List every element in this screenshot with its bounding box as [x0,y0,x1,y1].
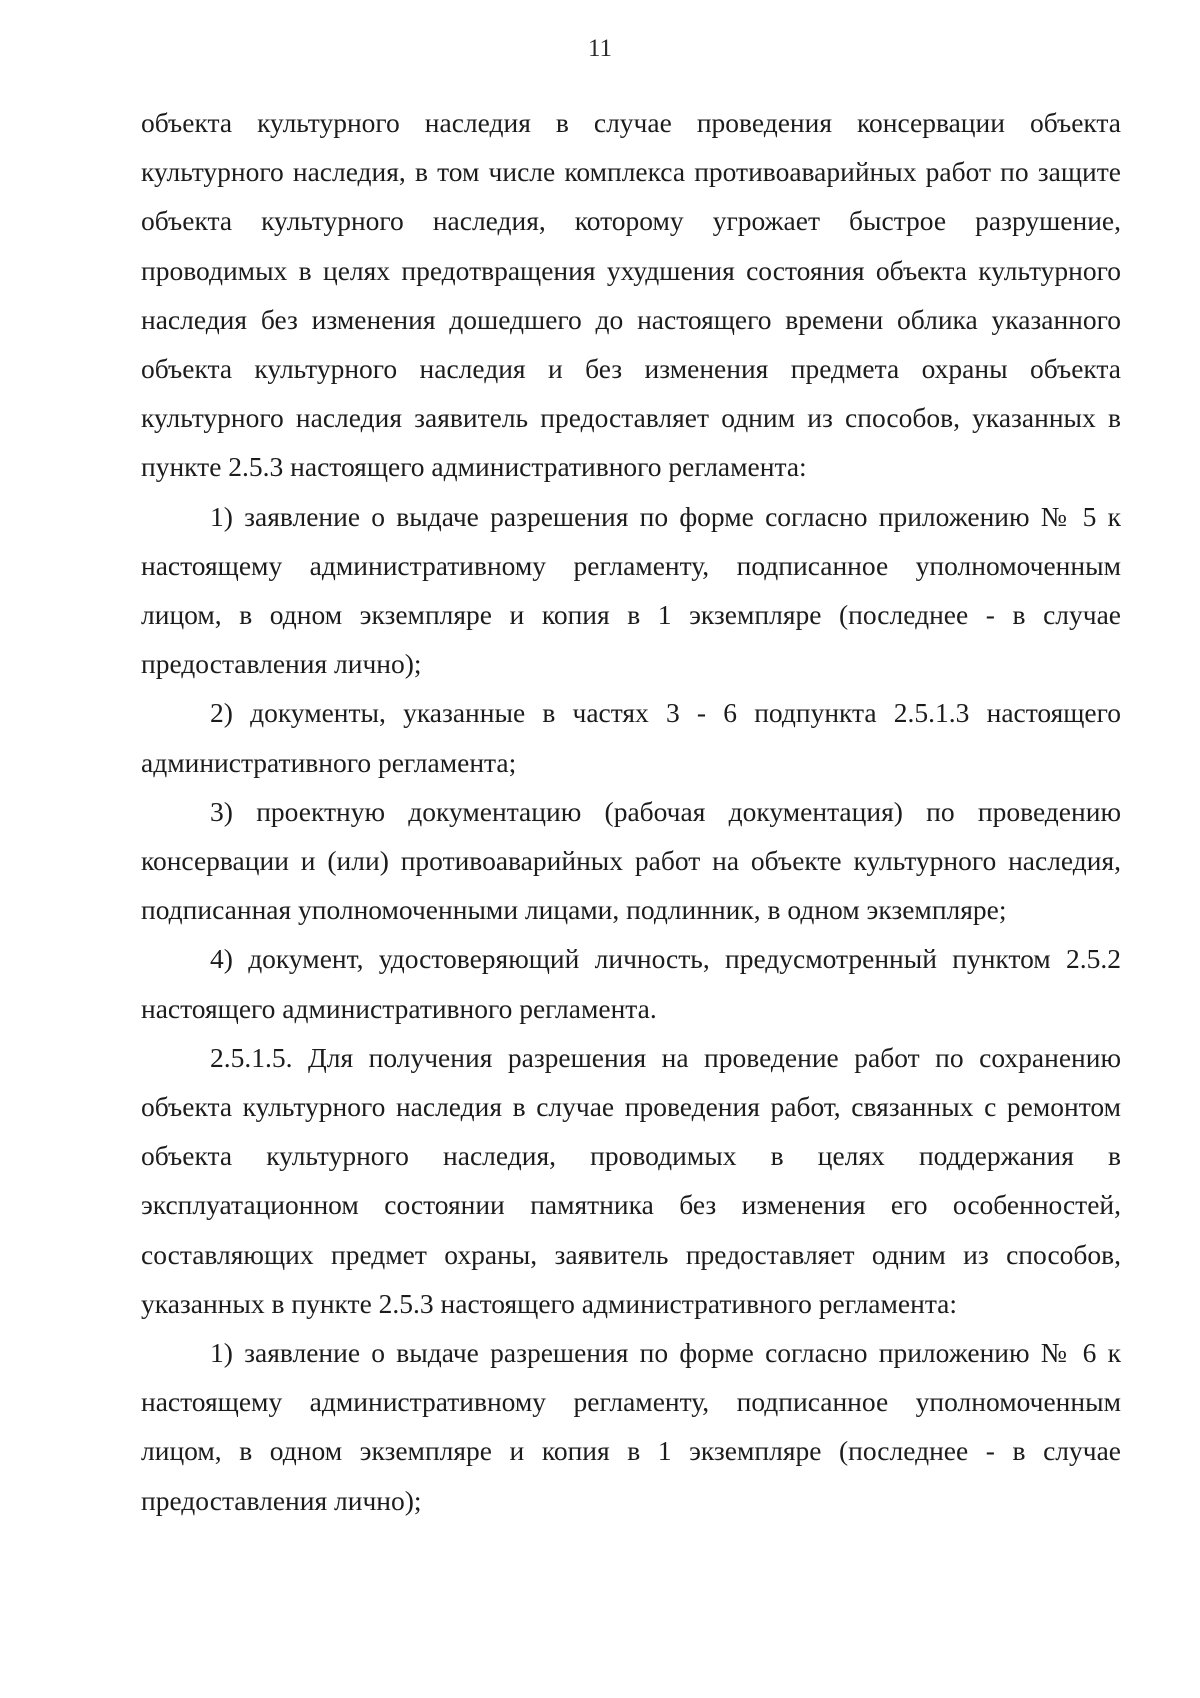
paragraph-continuation: объекта культурного наследия в случае проведения консервации объекта культурного наследия, в том числе комплекса противоаварийных работ по защите объекта культурного наследия, которому угрожает быстрое разрушение, проводимых в целях предотвращения ухудшения состояния объекта культурного наследия без изменения дошедшего до настоящего времени облика указанного объекта культурного наследия и без изменения предмета охраны объекта культурного наследия заявитель предоставляет одним из способов, указанных в пункте 2.5.3 настоящего административного регламента: [141,107,1121,483]
list-item-project-documentation: 3) проектную документацию (рабочая документация) по проведению консервации и (или) противоаварийных работ на объекте культурного наследия, подписанная уполномоченными лицами, подлинник, в одном экземпляре; [141,795,1121,926]
list-item-identity-document: 4) документ, удостоверяющий личность, предусмотренный пунктом 2.5.2 настоящего административного регламента. [141,943,1121,1024]
section-2-5-1-5: 2.5.1.5. Для получения разрешения на проведение работ по сохранению объекта культурного наследия в случае проведения работ, связанных с ремонтом объекта культурного наследия, проводимых в целях поддержания в эксплуатационном состоянии памятника без изменения его особенностей, составляющих предмет охраны, заявитель предоставляет одним из способов, указанных в пункте 2.5.3 настоящего административного регламента: [141,1041,1121,1319]
page-number: 11 [587,35,613,62]
list-item-application-form-6: 1) заявление о выдаче разрешения по форме согласно приложению № 6 к настоящему административному регламенту, подписанное уполномоченным лицом, в одном экземпляре и копия в 1 экземпляре (последнее - в случае предоставления лично); [141,1337,1121,1516]
list-item-documents: 2) документы, указанные в частях 3 - 6 подпункта 2.5.1.3 настоящего административного регламента; [141,697,1121,778]
document-body [141,98,1121,1525]
list-item-application-form-5: 1) заявление о выдаче разрешения по форме согласно приложению № 5 к настоящему административному регламенту, подписанное уполномоченным лицом, в одном экземпляре и копия в 1 экземпляре (последнее - в случае предоставления лично); [141,500,1121,680]
